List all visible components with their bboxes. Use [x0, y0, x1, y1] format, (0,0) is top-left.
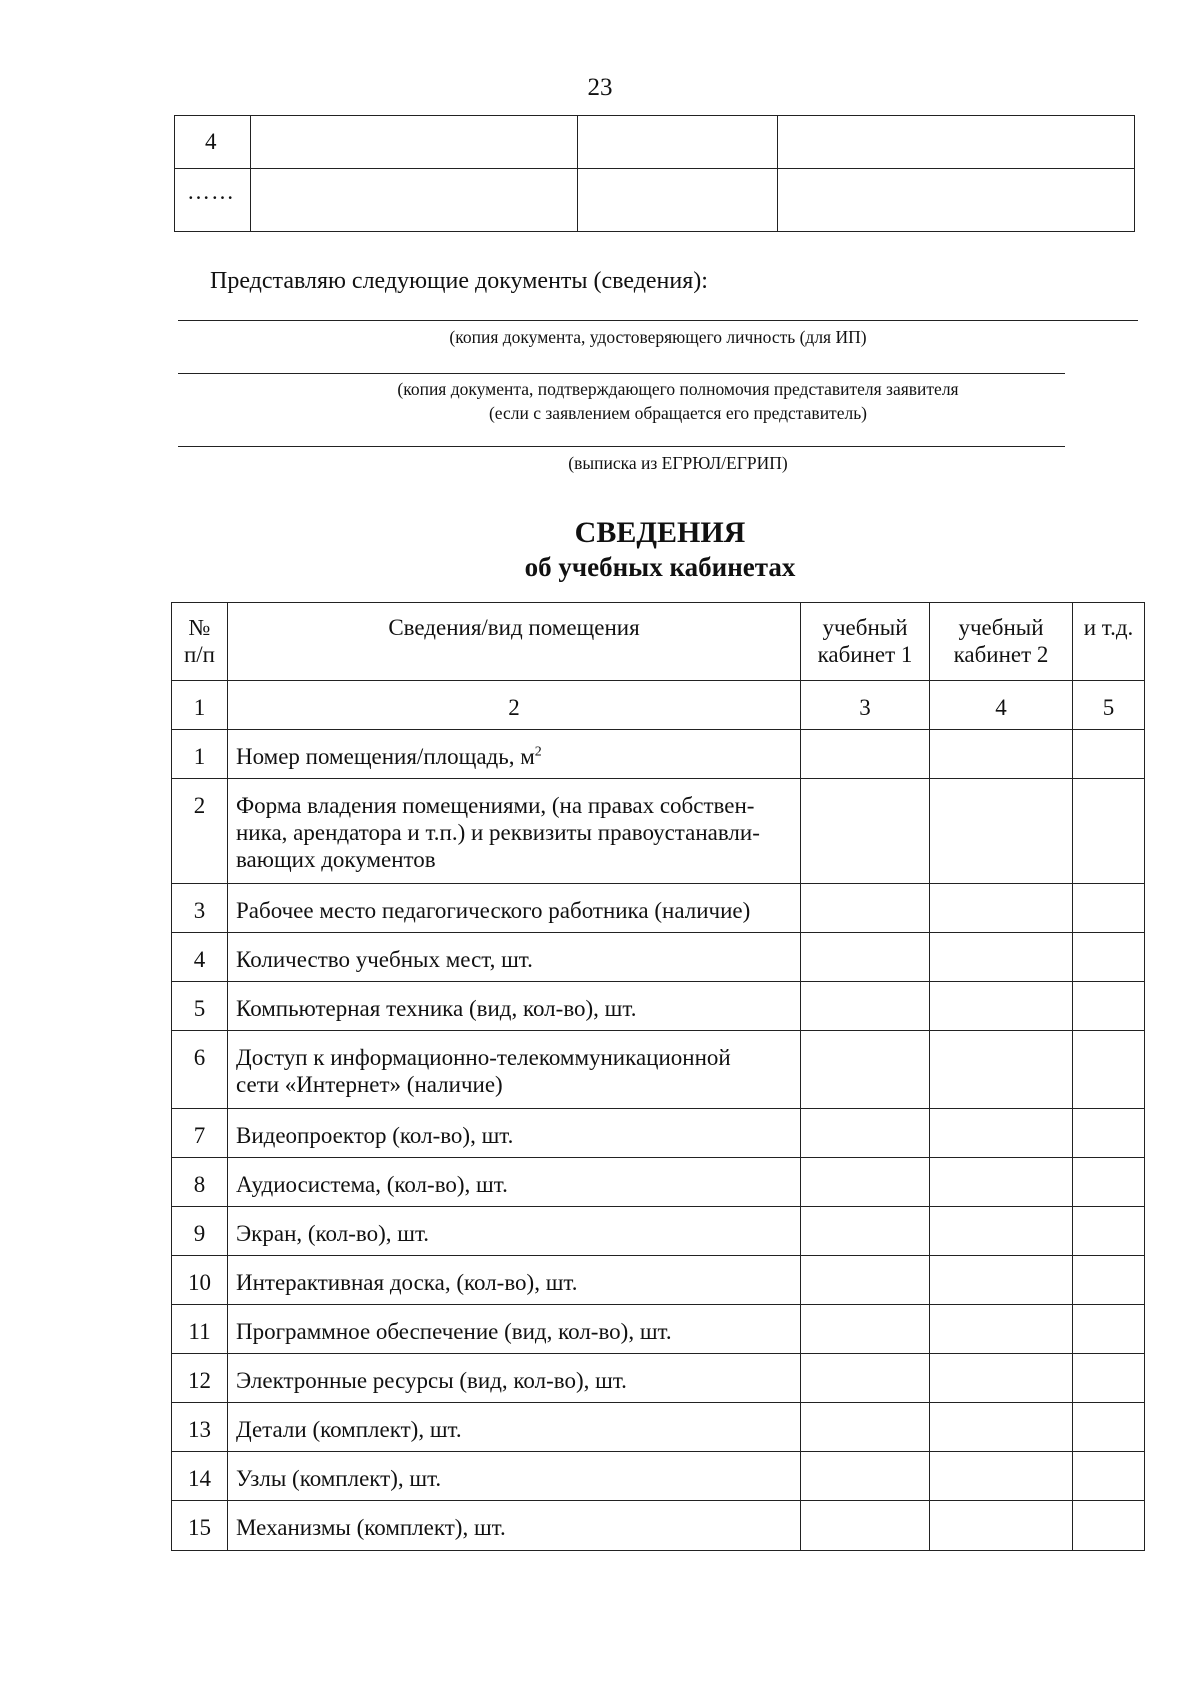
row-label-line: Доступ к информационно-телекоммуникационной	[236, 1045, 731, 1070]
value-cell[interactable]	[801, 1452, 930, 1501]
row-number: ……	[175, 169, 251, 232]
value-cell[interactable]	[930, 933, 1073, 982]
table-row	[172, 1501, 1145, 1551]
value-cell[interactable]	[1073, 1256, 1145, 1305]
superscript: 2	[534, 744, 542, 760]
value-cell[interactable]	[930, 1403, 1073, 1452]
row-label: Детали (комплект), шт.	[228, 1403, 801, 1452]
continuation-table	[174, 115, 1135, 232]
row-number: 8	[172, 1158, 228, 1207]
value-cell[interactable]	[1073, 1109, 1145, 1158]
row-number: 14	[172, 1452, 228, 1501]
header-cabinet-1	[801, 603, 930, 681]
value-cell[interactable]	[801, 982, 930, 1031]
value-cell[interactable]	[1073, 982, 1145, 1031]
table-row	[172, 1452, 1145, 1501]
column-number: 2	[228, 681, 801, 730]
value-cell[interactable]	[801, 779, 930, 884]
row-number: 1	[172, 730, 228, 779]
value-cell[interactable]	[930, 1109, 1073, 1158]
column-number: 1	[172, 681, 228, 730]
row-label-line: Форма владения помещениями, (на правах собствен-	[236, 793, 755, 818]
header-cabinet-2	[930, 603, 1073, 681]
table-row	[175, 116, 1135, 169]
row-number: 12	[172, 1354, 228, 1403]
value-cell[interactable]	[801, 1031, 930, 1109]
row-number: 7	[172, 1109, 228, 1158]
section-title: СВЕДЕНИЯ	[574, 516, 746, 549]
value-cell[interactable]	[930, 1305, 1073, 1354]
value-cell[interactable]	[930, 1158, 1073, 1207]
value-cell[interactable]	[1073, 1207, 1145, 1256]
table-row	[172, 1354, 1145, 1403]
value-cell[interactable]	[801, 933, 930, 982]
table-row	[175, 169, 1135, 232]
row-number: 11	[172, 1305, 228, 1354]
row-label: Интерактивная доска, (кол-во), шт.	[228, 1256, 801, 1305]
value-cell[interactable]	[1073, 1158, 1145, 1207]
header-number-abbr: п/п	[183, 642, 215, 667]
row-label	[228, 1031, 801, 1109]
table-row	[172, 884, 1145, 933]
table-row	[172, 933, 1145, 982]
row-label: Узлы (комплект), шт.	[228, 1452, 801, 1501]
value-cell[interactable]	[801, 1501, 930, 1551]
header-info: Сведения/вид помещения	[228, 603, 801, 681]
value-cell[interactable]	[801, 1158, 930, 1207]
column-number: 4	[930, 681, 1073, 730]
row-label: Аудиосистема, (кол-во), шт.	[228, 1158, 801, 1207]
row-label	[228, 730, 801, 779]
value-cell[interactable]	[930, 884, 1073, 933]
section-subtitle: об учебных кабинетах	[524, 552, 796, 582]
value-cell[interactable]	[930, 1256, 1073, 1305]
table-row	[172, 1305, 1145, 1354]
value-cell[interactable]	[930, 1354, 1073, 1403]
empty-cell[interactable]	[778, 169, 1135, 232]
table-row	[172, 730, 1145, 779]
value-cell[interactable]	[930, 1452, 1073, 1501]
table-row	[172, 1256, 1145, 1305]
row-label: Компьютерная техника (вид, кол-во), шт.	[228, 982, 801, 1031]
value-cell[interactable]	[930, 730, 1073, 779]
row-label-line: сети «Интернет» (наличие)	[236, 1072, 503, 1097]
classrooms-table	[171, 602, 1145, 1551]
row-number: 15	[172, 1501, 228, 1551]
row-label: Электронные ресурсы (вид, кол-во), шт.	[228, 1354, 801, 1403]
column-numbers-row	[172, 681, 1145, 730]
value-cell[interactable]	[801, 1256, 930, 1305]
caption-egrul-extract: (выписка из ЕГРЮЛ/ЕГРИП)	[568, 453, 788, 473]
row-label: Количество учебных мест, шт.	[228, 933, 801, 982]
table-row	[172, 1109, 1145, 1158]
row-label-line: ника, арендатора и т.п.) и реквизиты правоустанавли-	[236, 820, 760, 845]
empty-cell[interactable]	[251, 116, 578, 169]
value-cell[interactable]	[930, 1501, 1073, 1551]
row-label: Программное обеспечение (вид, кол-во), шт.	[228, 1305, 801, 1354]
value-cell[interactable]	[801, 1207, 930, 1256]
table-row	[172, 1403, 1145, 1452]
row-label: Экран, (кол-во), шт.	[228, 1207, 801, 1256]
value-cell[interactable]	[930, 1031, 1073, 1109]
value-cell[interactable]	[801, 1109, 930, 1158]
value-cell[interactable]	[1073, 1452, 1145, 1501]
value-cell[interactable]	[1073, 779, 1145, 884]
header-cabinet-2-line1: учебный	[958, 615, 1044, 640]
value-cell[interactable]	[930, 779, 1073, 884]
table-row	[172, 1031, 1145, 1109]
row-number: 4	[172, 933, 228, 982]
empty-cell[interactable]	[578, 116, 778, 169]
header-number-sign: №	[188, 615, 211, 640]
table-row	[172, 1207, 1145, 1256]
table-row	[172, 1158, 1145, 1207]
value-cell[interactable]	[1073, 1501, 1145, 1551]
value-cell[interactable]	[1073, 1354, 1145, 1403]
caption-authority-document: (копия документа, подтверждающего полномочия представителя заявителя	[397, 379, 959, 399]
value-cell[interactable]	[1073, 933, 1145, 982]
fill-line[interactable]	[178, 373, 1065, 374]
value-cell[interactable]	[930, 982, 1073, 1031]
column-number: 3	[801, 681, 930, 730]
row-number: 2	[172, 779, 228, 884]
empty-cell[interactable]	[578, 169, 778, 232]
value-cell[interactable]	[801, 884, 930, 933]
value-cell[interactable]	[1073, 884, 1145, 933]
table-row	[172, 982, 1145, 1031]
fill-line[interactable]	[178, 320, 1138, 321]
row-number: 13	[172, 1403, 228, 1452]
column-number: 5	[1073, 681, 1145, 730]
header-cabinet-1-line1: учебный	[822, 615, 908, 640]
value-cell[interactable]	[801, 1354, 930, 1403]
row-number: 3	[172, 884, 228, 933]
fill-line[interactable]	[178, 446, 1065, 447]
row-number: 6	[172, 1031, 228, 1109]
row-number: 9	[172, 1207, 228, 1256]
row-label: Механизмы (комплект), шт.	[228, 1501, 801, 1551]
value-cell[interactable]	[1073, 730, 1145, 779]
documents-intro: Представляю следующие документы (сведения):	[210, 268, 708, 294]
caption-identity-document: (копия документа, удостоверяющего личность (для ИП)	[449, 327, 867, 347]
value-cell[interactable]	[1073, 1031, 1145, 1109]
table-header-row	[172, 603, 1145, 681]
table-row	[172, 779, 1145, 884]
page-number: 23	[587, 74, 613, 101]
row-label: Видеопроектор (кол-во), шт.	[228, 1109, 801, 1158]
row-label	[228, 779, 801, 884]
empty-cell[interactable]	[778, 116, 1135, 169]
header-cabinet-2-line2: кабинет 2	[953, 642, 1049, 667]
value-cell[interactable]	[1073, 1305, 1145, 1354]
row-number: 5	[172, 982, 228, 1031]
row-number: 4	[175, 116, 251, 169]
value-cell[interactable]	[1073, 1403, 1145, 1452]
value-cell[interactable]	[801, 1305, 930, 1354]
header-number	[172, 603, 228, 681]
value-cell[interactable]	[801, 730, 930, 779]
row-label-text: Номер помещения/площадь, м	[236, 744, 535, 769]
caption-authority-document-note: (если с заявлением обращается его представитель)	[488, 403, 868, 423]
row-number: 10	[172, 1256, 228, 1305]
empty-cell[interactable]	[251, 169, 578, 232]
value-cell[interactable]	[930, 1207, 1073, 1256]
header-cabinet-1-line2: кабинет 1	[817, 642, 913, 667]
value-cell[interactable]	[801, 1403, 930, 1452]
row-label-line: вающих документов	[236, 847, 436, 872]
row-label: Рабочее место педагогического работника (наличие)	[228, 884, 801, 933]
header-etc: и т.д.	[1073, 603, 1145, 681]
